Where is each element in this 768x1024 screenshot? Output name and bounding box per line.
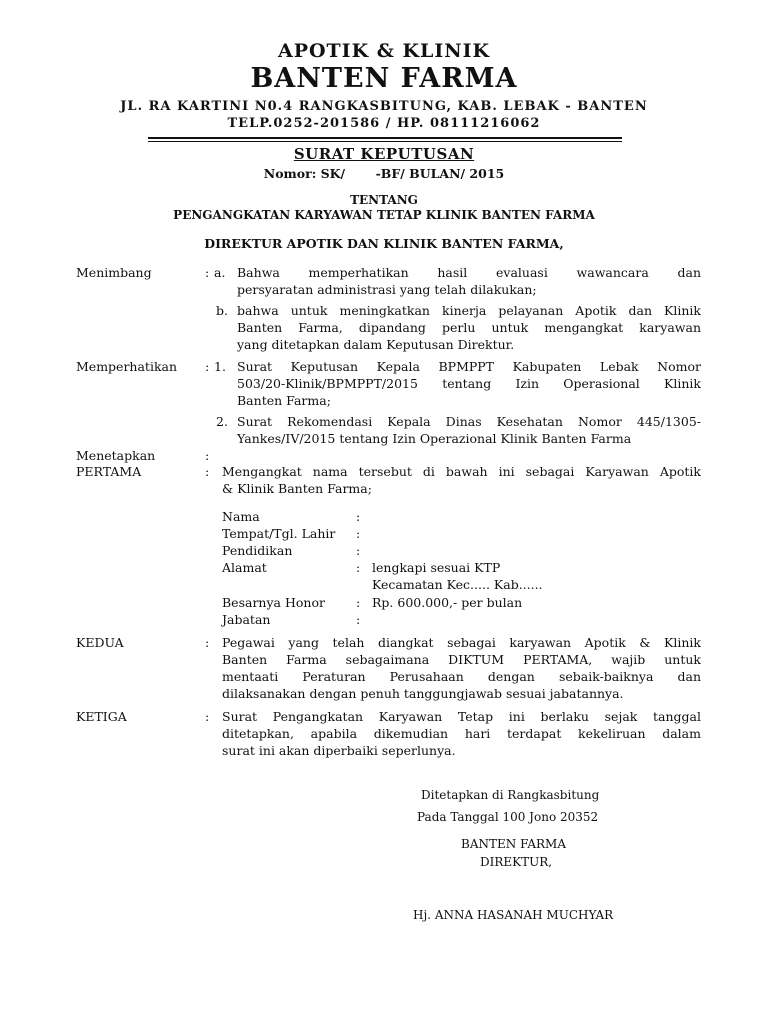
letterhead-phone: TELP.0252-201586 / HP. 08111216062: [227, 116, 541, 131]
field-alamat-label: Alamat: [222, 560, 267, 575]
field-jabatan-label: Jabatan: [222, 612, 271, 627]
header-divider-thin: [148, 141, 622, 142]
memperhatikan-1-mark: 1.: [214, 359, 226, 374]
menimbang-a-mark: a.: [214, 265, 226, 280]
issuer-heading: DIREKTUR APOTIK DAN KLINIK BANTEN FARMA,: [204, 236, 564, 251]
ketiga-line1: Surat Pengangkatan Karyawan Tetap ini berlaku sejak tanggal: [222, 709, 701, 724]
field-ttl-colon: :: [356, 526, 361, 541]
memperhatikan-1-line1: Surat Keputusan Kepala BPMPPT Kabupaten Lebak Nomor: [237, 359, 701, 374]
memperhatikan-label: Memperhatikan: [76, 359, 178, 374]
kedua-line3: mentaati Peraturan Perusahaan dengan sebaik-baiknya dan: [222, 669, 701, 684]
tentang-heading: TENTANG: [350, 193, 418, 207]
menimbang-a-line2: persyaratan administrasi yang telah dilakukan;: [237, 282, 537, 297]
signature-position: DIREKTUR,: [480, 855, 553, 869]
field-alamat-value-1: lengkapi sesuai KTP: [372, 560, 501, 575]
signature-place: Ditetapkan di Rangkasbitung: [421, 788, 600, 802]
kedua-label: KEDUA: [76, 635, 124, 650]
field-jabatan-colon: :: [356, 612, 361, 627]
kedua-colon: :: [205, 635, 210, 650]
field-honor-colon: :: [356, 595, 361, 610]
menimbang-colon: :: [205, 265, 210, 280]
pertama-colon: :: [205, 464, 210, 479]
letterhead-company-name: BANTEN FARMA: [250, 63, 518, 94]
field-honor-value: Rp. 600.000,- per bulan: [372, 595, 523, 610]
memperhatikan-colon: :: [205, 359, 210, 374]
ketiga-colon: :: [205, 709, 210, 724]
field-nama-colon: :: [356, 509, 361, 524]
memperhatikan-2-mark: 2.: [216, 414, 228, 429]
ketiga-label: KETIGA: [76, 709, 127, 724]
field-alamat-value-2: Kecamatan Kec..... Kab......: [372, 577, 543, 592]
menimbang-b-line2: Banten Farma, dipandang perlu untuk mengangkat karyawan: [237, 320, 701, 335]
menimbang-b-mark: b.: [216, 303, 228, 318]
kedua-line4: dilaksanakan dengan penuh tanggungjawab sesuai jabatannya.: [222, 686, 624, 701]
memperhatikan-1-line2: 503/20-Klinik/BPMPPT/2015 tentang Izin Operasional Klinik: [237, 376, 701, 391]
pertama-line2: & Klinik Banten Farma;: [222, 481, 372, 496]
field-honor-label: Besarnya Honor: [222, 595, 325, 610]
menetapkan-label: Menetapkan: [76, 448, 156, 463]
letterhead-address: JL. RA KARTINI N0.4 RANGKASBITUNG, KAB. LEBAK - BANTEN: [120, 99, 648, 114]
document-number: Nomor: SK/ -BF/ BULAN/ 2015: [263, 166, 505, 181]
signature-name: Hj. ANNA HASANAH MUCHYAR: [413, 908, 614, 922]
signature-organization: BANTEN FARMA: [461, 837, 566, 851]
field-ttl-label: Tempat/Tgl. Lahir: [222, 526, 336, 541]
signature-date: Pada Tanggal 100 Jono 20352: [417, 810, 599, 824]
menetapkan-colon: :: [205, 448, 210, 463]
menimbang-b-line1: bahwa untuk meningkatkan kinerja pelayanan Apotik dan Klinik: [237, 303, 701, 318]
field-alamat-colon: :: [356, 560, 361, 575]
memperhatikan-2-line1: Surat Rekomendasi Kepala Dinas Kesehatan Nomor 445/1305-: [237, 414, 701, 429]
memperhatikan-2-line2: Yankes/IV/2015 tentang Izin Operazional Klinik Banten Farma: [237, 431, 632, 446]
ketiga-line3: surat ini akan diperbaiki seperlunya.: [222, 743, 456, 758]
ketiga-line2: ditetapkan, apabila dikemudian hari terdapat kekeliruan dalam: [222, 726, 701, 741]
menimbang-b-line3: yang ditetapkan dalam Keputusan Direktur.: [237, 337, 515, 352]
header-divider-thick: [148, 137, 622, 139]
menimbang-a-line1: Bahwa memperhatikan hasil evaluasi wawancara dan: [237, 265, 701, 280]
field-nama-label: Nama: [222, 509, 260, 524]
document-title: [0, 145, 768, 163]
subject-heading: PENGANGKATAN KARYAWAN TETAP KLINIK BANTEN FARMA: [173, 208, 595, 222]
pertama-line1: Mengangkat nama tersebut di bawah ini sebagai Karyawan Apotik: [222, 464, 701, 479]
pertama-label: PERTAMA: [76, 464, 142, 479]
kedua-line1: Pegawai yang telah diangkat sebagai karyawan Apotik & Klinik: [222, 635, 701, 650]
menimbang-label: Menimbang: [76, 265, 152, 280]
kedua-line2: Banten Farma sebagaimana DIKTUM PERTAMA, wajib untuk: [222, 652, 701, 667]
letterhead-line1: APOTIK & KLINIK: [277, 40, 491, 62]
field-pendidikan-colon: :: [356, 543, 361, 558]
memperhatikan-1-line3: Banten Farma;: [237, 393, 331, 408]
document-title-text: SURAT KEPUTUSAN: [293, 145, 475, 163]
field-pendidikan-label: Pendidikan: [222, 543, 293, 558]
